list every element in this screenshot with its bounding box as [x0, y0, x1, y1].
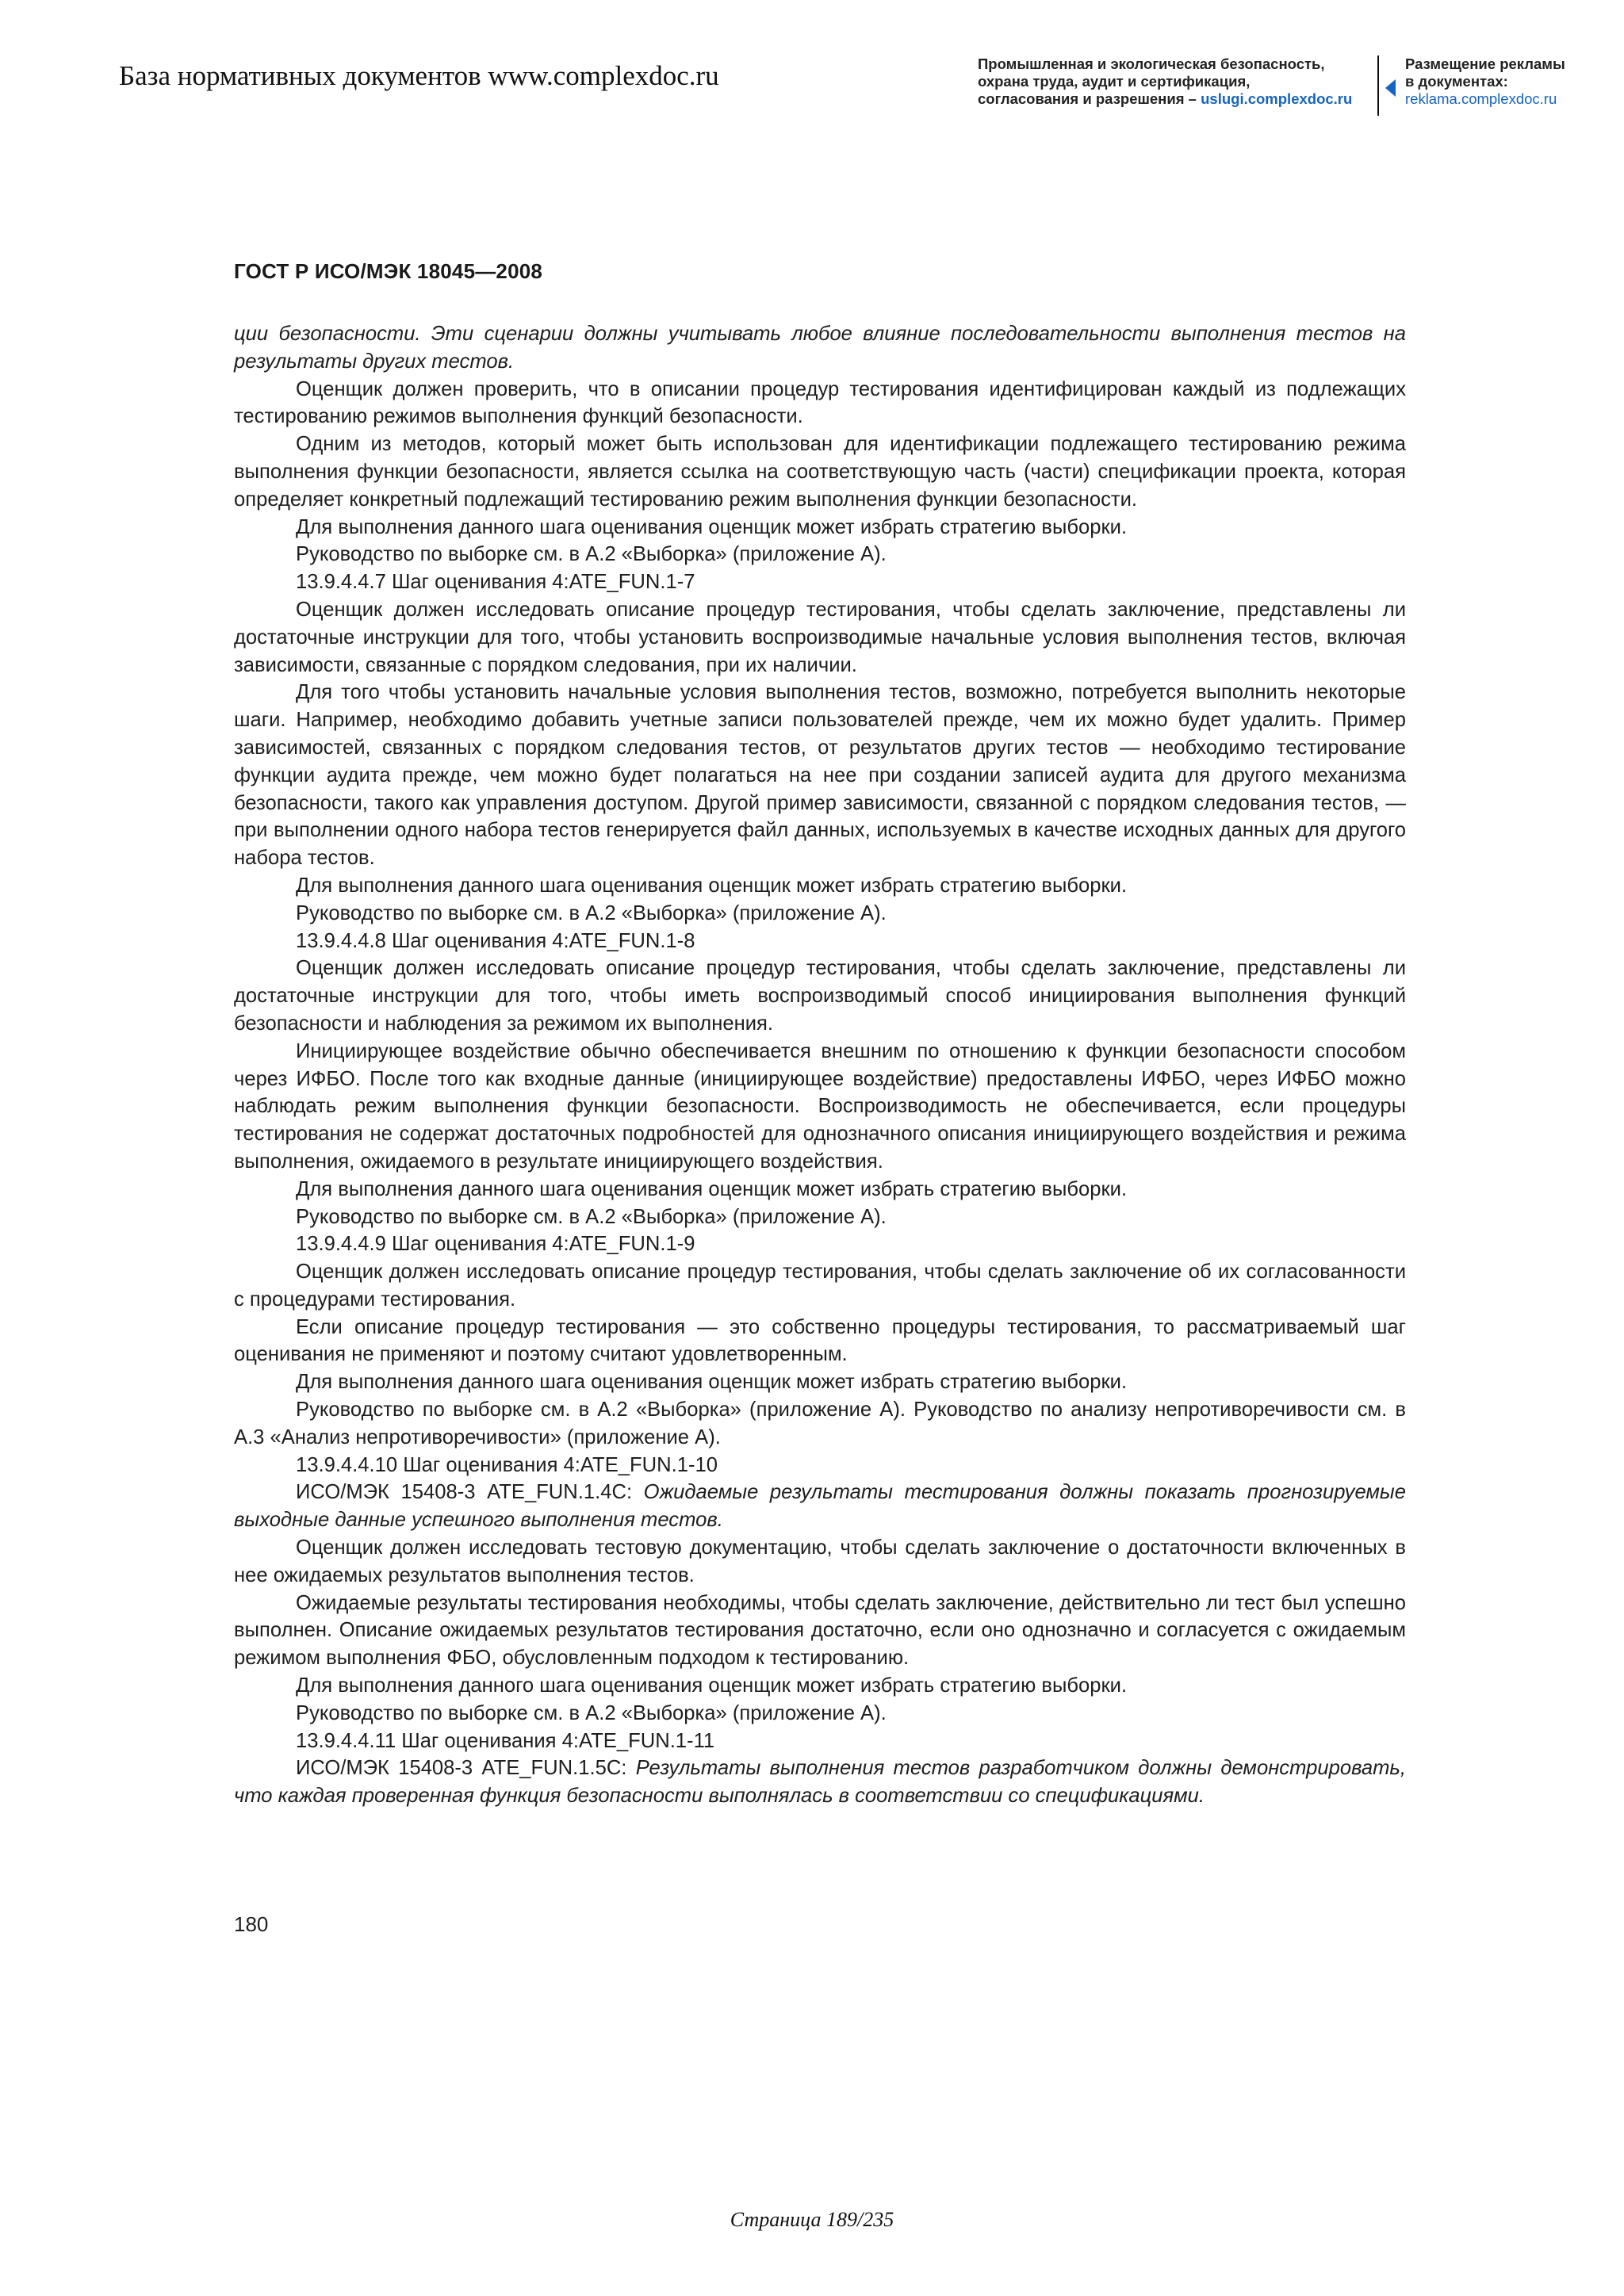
- section-heading: 13.9.4.4.7 Шаг оценивания 4:ATE_FUN.1-7: [296, 571, 695, 594]
- paragraph: Руководство по выборке см. в А.2 «Выборка» (приложение А).: [296, 543, 887, 566]
- services-ad-line3: [978, 90, 1374, 108]
- section-heading: 13.9.4.4.8 Шаг оценивания 4:ATE_FUN.1-8: [296, 929, 695, 952]
- advertising-ad-block[interactable]: [1405, 55, 1595, 108]
- paragraph: Оценщик должен исследовать тестовую документацию, чтобы сделать заключение о достаточности включенных в нее ожидаемых результатов выполнения тестов.: [234, 1536, 1406, 1586]
- paragraph: Оценщик должен исследовать описание процедур тестирования, чтобы сделать заключение, представлены ли достаточные инструкции для того, чтобы иметь воспроизводимый способ инициирования выполнения функций безопасности и наблюдения за режимом их выполнения.: [234, 957, 1406, 1035]
- paragraph: [234, 1755, 1406, 1810]
- section-heading: 13.9.4.4.11 Шаг оценивания 4:ATE_FUN.1-11: [296, 1729, 715, 1752]
- paragraph: Если описание процедур тестирования — это собственно процедуры тестирования, то рассматриваемый шаг оценивания не применяют и поэтому считают удовлетворенным.: [234, 1315, 1406, 1366]
- services-link[interactable]: uslugi.complexdoc.ru: [1201, 90, 1353, 107]
- advertising-ad-line1: Размещение рекламы: [1405, 55, 1565, 72]
- paragraph: Руководство по выборке см. в А.2 «Выборка» (приложение А).: [296, 1205, 887, 1228]
- document-body: [234, 320, 1406, 1810]
- section-heading: 13.9.4.4.9 Шаг оценивания 4:ATE_FUN.1-9: [296, 1233, 695, 1256]
- paragraph-italic-text: ции безопасности. Эти сценарии должны учитывать любое влияние последовательности выполнения тестов на результаты других тестов.: [234, 323, 1406, 373]
- paragraph: [234, 320, 1406, 376]
- paragraph: Для выполнения данного шага оценивания оценщик может избрать стратегию выборки.: [296, 1674, 1128, 1697]
- paragraph: Инициирующее воздействие обычно обеспечивается внешним по отношению к функции безопасности способом через ИФБО. После того как входные данные (инициирующее воздействие) предоставлены ИФБО, через ИФБО можно наблюдать режим выполнения функции безопасности. Воспроизводимость не обеспечивается, если процедуры тестирования не содержат достаточных подробностей для однозначного описания инициирующего воздействия и режима выполнения, ожидаемого в результате инициирующего воздействия.: [234, 1039, 1406, 1173]
- ad-divider: [1377, 55, 1379, 116]
- paragraph: Для выполнения данного шага оценивания оценщик может избрать стратегию выборки.: [296, 515, 1128, 538]
- paragraph: Для выполнения данного шага оценивания оценщик может избрать стратегию выборки.: [296, 874, 1128, 897]
- services-ad-block[interactable]: [978, 55, 1374, 108]
- advertising-ad-line2: в документах:: [1405, 73, 1508, 90]
- services-ad-line2: охрана труда, аудит и сертификация,: [978, 73, 1251, 90]
- services-ad-line3-text: согласования и разрешения –: [978, 90, 1201, 107]
- paragraph: Для выполнения данного шага оценивания оценщик может избрать стратегию выборки.: [296, 1371, 1128, 1394]
- paragraph: Оценщик должен проверить, что в описании процедур тестирования идентифицирован каждый из подлежащих тестированию режимов выполнения функций безопасности.: [234, 377, 1406, 428]
- paragraph: Руководство по выборке см. в А.2 «Выборка» (приложение А). Руководство по анализу непротиворечивости см. в А.3 «Анализ непротиворечивости» (приложение А).: [234, 1399, 1406, 1448]
- paragraph: Оценщик должен исследовать описание процедур тестирования, чтобы сделать заключение об их согласованности с процедурами тестирования.: [234, 1261, 1406, 1311]
- paragraph: Ожидаемые результаты тестирования необходимы, чтобы сделать заключение, действительно ли тест был успешно выполнен. Описание ожидаемых результатов тестирования достаточно, если оно однозначно и согласуется с ожидаемым режимом выполнения ФБО, обусловленным подходом к тестированию.: [234, 1591, 1406, 1670]
- paragraph: Оценщик должен исследовать описание процедур тестирования, чтобы сделать заключение, представлены ли достаточные инструкции для того, чтобы установить воспроизводимые начальные условия выполнения тестов, включая зависимости, связанные с порядком следования, при их наличии.: [234, 598, 1406, 676]
- paragraph: Для того чтобы установить начальные условия выполнения тестов, возможно, потребуется выполнить некоторые шаги. Например, необходимо добавить учетные записи пользователей прежде, чем их можно будет удалить. Пример зависимостей, связанных с порядком следования тестов, от результатов других тестов — необходимо тестирование функции аудита прежде, чем можно будет полагаться на нее при создании записей аудита для другого механизма безопасности, такого как управления доступом. Другой пример зависимости, связанной с порядком следования тестов, — при выполнении одного набора тестов генерируется файл данных, используемых в качестве исходных данных для другого набора тестов.: [234, 681, 1406, 870]
- requirement-text: Результаты выполнения тестов разработчиком должны демонстрировать, что каждая проверенная функция безопасности выполнялась в соответствии со спецификациями.: [234, 1757, 1406, 1808]
- paragraph: Руководство по выборке см. в А.2 «Выборка» (приложение А).: [296, 1701, 887, 1724]
- section-heading: 13.9.4.4.10 Шаг оценивания 4:ATE_FUN.1-10: [296, 1453, 718, 1476]
- requirement-ref: ИСО/МЭК 15408-3 ATE_FUN.1.5С:: [296, 1757, 636, 1780]
- site-name[interactable]: База нормативных документов www.complexdoc.ru: [119, 60, 719, 91]
- paragraph: Руководство по выборке см. в А.2 «Выборка» (приложение А).: [296, 901, 887, 924]
- requirement-text: Ожидаемые результаты тестирования должны показать прогнозируемые выходные данные успешного выполнения тестов.: [234, 1481, 1406, 1532]
- requirement-ref: ИСО/МЭК 15408-3 ATE_FUN.1.4С:: [296, 1481, 644, 1504]
- page-number: 180: [234, 1912, 269, 1936]
- arrow-left-icon: [1385, 79, 1396, 97]
- paragraph: Одним из методов, который может быть использован для идентификации подлежащего тестированию режима выполнения функции безопасности, является ссылка на соответствующую часть (части) спецификации проекта, которая определяет конкретный подлежащий тестированию режим выполнения функции безопасности.: [234, 433, 1406, 511]
- advertising-link[interactable]: reklama.complexdoc.ru: [1405, 90, 1557, 107]
- paragraph: [234, 1479, 1406, 1534]
- paragraph: Для выполнения данного шага оценивания оценщик может избрать стратегию выборки.: [296, 1177, 1128, 1200]
- footer-page-label: Страница 189/235: [730, 2208, 894, 2231]
- document-header: ГОСТ Р ИСО/МЭК 18045—2008: [234, 259, 543, 283]
- services-ad-line1: Промышленная и экологическая безопасность,: [978, 55, 1325, 72]
